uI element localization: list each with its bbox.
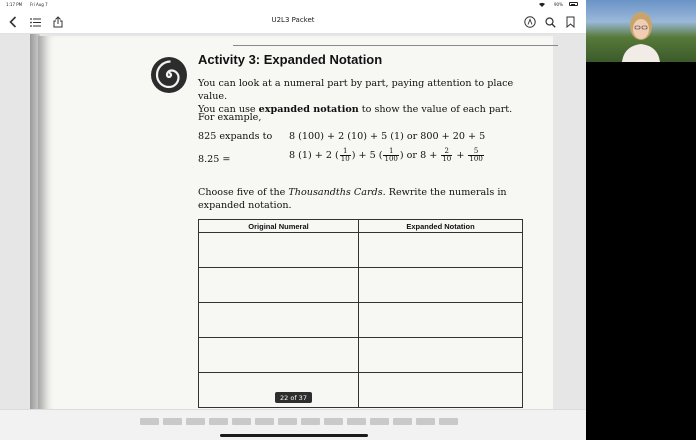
instructions-end: . Rewrite the numerals in xyxy=(382,187,507,198)
plus-sign: + xyxy=(456,150,465,161)
page-thumbnail[interactable] xyxy=(347,418,366,425)
table-cell[interactable] xyxy=(199,268,359,303)
instructions-line-2: expanded notation. xyxy=(198,200,292,211)
page-thumbnail[interactable] xyxy=(324,418,343,425)
page-thumbnail[interactable] xyxy=(393,418,412,425)
fraction-two-tenths: $\frac{2}{10}$ xyxy=(442,147,452,163)
home-indicator[interactable] xyxy=(220,434,368,437)
instructions-start: Choose five of the xyxy=(198,187,289,198)
page-thumbnail[interactable] xyxy=(278,418,297,425)
thousandths-cards-term: Thousandths Cards xyxy=(288,187,383,198)
toolbar xyxy=(0,10,586,34)
table-row xyxy=(199,268,523,303)
example-2-part-1: 8 (1) + 2 ( xyxy=(289,150,339,161)
page-thumbnail[interactable] xyxy=(163,418,182,425)
page-thumbnail[interactable] xyxy=(232,418,251,425)
page-thumbnail[interactable] xyxy=(140,418,159,425)
header-expanded-notation: Expanded Notation xyxy=(359,220,523,233)
battery-percentage: 90% xyxy=(554,2,563,7)
table-cell[interactable] xyxy=(359,303,523,338)
table-cell[interactable] xyxy=(359,338,523,373)
instructions xyxy=(198,186,538,212)
webcam-video-tile xyxy=(586,0,696,62)
table-cell[interactable] xyxy=(359,373,523,408)
example-1-expression: 8 (100) + 2 (10) + 5 (1) or 800 + 20 + 5 xyxy=(289,131,486,142)
page-thumbnail[interactable] xyxy=(370,418,389,425)
table-cell[interactable] xyxy=(199,338,359,373)
status-time: 1:17 PM xyxy=(6,2,23,7)
table-cell[interactable] xyxy=(359,233,523,268)
header-original-numeral: Original Numeral xyxy=(199,220,359,233)
pdf-viewer[interactable] xyxy=(0,34,586,409)
page-thumbnail-strip[interactable] xyxy=(0,409,586,440)
example-1-label: 825 expands to xyxy=(198,131,273,142)
example-2-label: 8.25 = xyxy=(198,154,231,165)
table-cell[interactable] xyxy=(199,303,359,338)
search-icon[interactable] xyxy=(542,14,558,30)
intro-line-1: You can look at a numeral part by part, paying attention to place value. xyxy=(198,78,514,102)
page-indicator: 22 of 37 xyxy=(275,392,312,403)
fraction-one-tenth: $\frac{1}{10}$ xyxy=(340,147,350,163)
presenter-video-icon xyxy=(616,6,666,62)
pdf-page xyxy=(38,36,553,409)
fraction-one-hundredth: $\frac{1}{100}$ xyxy=(384,147,398,163)
example-2-part-3: ) or 8 + xyxy=(399,150,438,161)
battery-icon xyxy=(569,2,578,6)
page-thumbnail[interactable] xyxy=(186,418,205,425)
document-title: U2L3 Packet xyxy=(271,16,315,24)
table-row xyxy=(199,338,523,373)
activity-swirl-icon xyxy=(150,56,188,94)
black-side-panel xyxy=(586,62,696,440)
header-rule xyxy=(233,45,558,46)
page-thumbnail[interactable] xyxy=(301,418,320,425)
expanded-notation-table xyxy=(198,219,523,408)
example-2-expression xyxy=(289,148,485,163)
page-thumbnail[interactable] xyxy=(439,418,458,425)
table-row xyxy=(199,233,523,268)
page-thumbnail[interactable] xyxy=(255,418,274,425)
status-bar xyxy=(0,0,586,10)
table-row xyxy=(199,373,523,408)
table-cell[interactable] xyxy=(359,268,523,303)
intro-line-2-end: to show the value of each part. xyxy=(358,104,513,115)
intro-line-2-start: You can use xyxy=(198,104,259,115)
wifi-icon xyxy=(538,2,546,8)
status-date: Fri Aug 7 xyxy=(30,2,48,7)
example-2-part-2: ) + 5 ( xyxy=(351,150,383,161)
fraction-five-hundredths: $\frac{5}{100}$ xyxy=(469,147,483,163)
table-row xyxy=(199,303,523,338)
intro-bold-term: expanded notation xyxy=(258,104,359,115)
markup-pen-icon[interactable] xyxy=(522,14,538,30)
activity-heading: Activity 3: Expanded Notation xyxy=(198,52,383,67)
page-thumbnail[interactable] xyxy=(209,418,228,425)
bookmark-icon[interactable] xyxy=(563,14,577,30)
table-cell[interactable] xyxy=(199,233,359,268)
thumbnail-track[interactable] xyxy=(140,418,458,425)
for-example-text: For example, xyxy=(198,112,262,123)
table-header-row xyxy=(199,220,523,233)
page-thumbnail[interactable] xyxy=(416,418,435,425)
